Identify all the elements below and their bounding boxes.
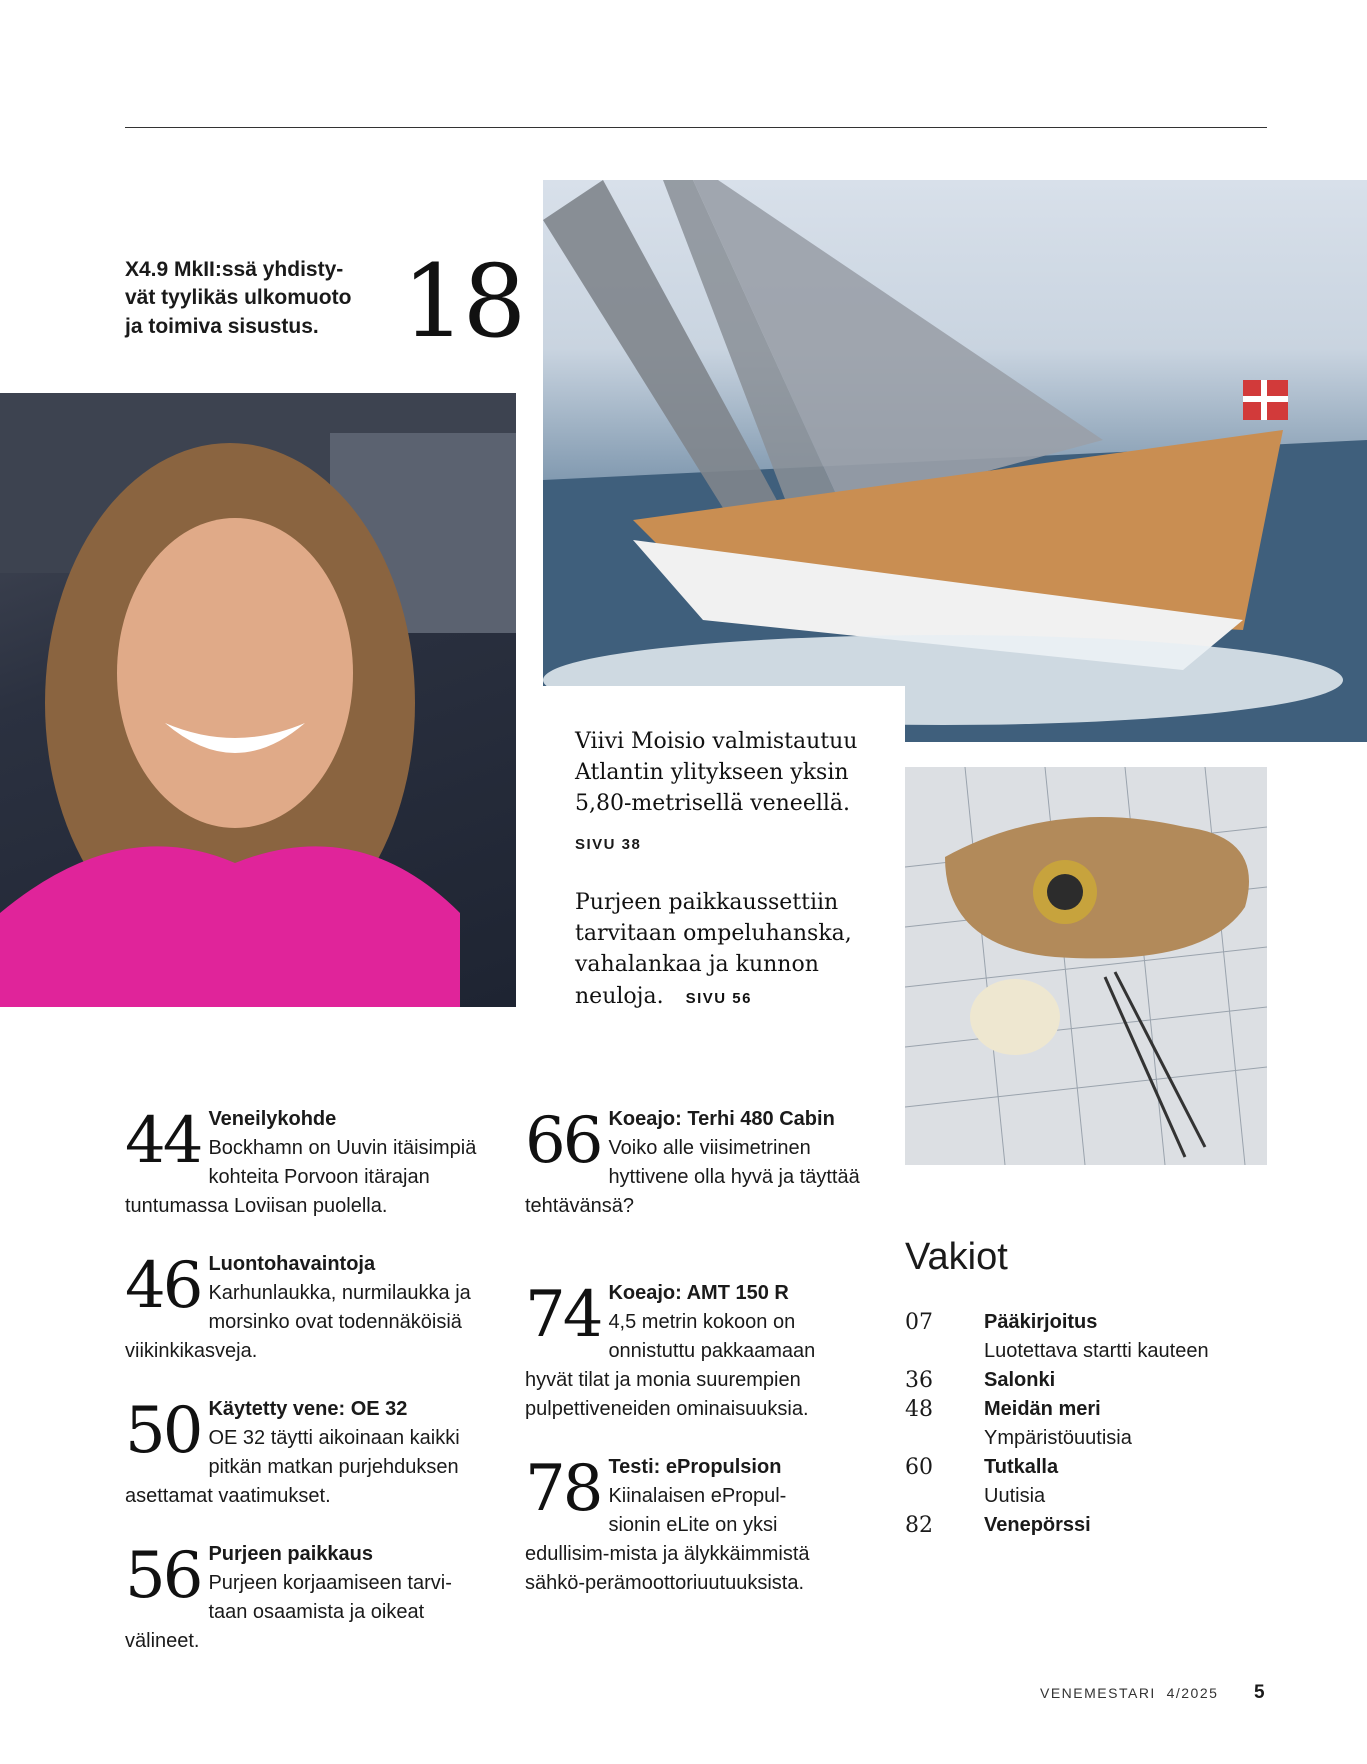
vakiot-page-number: 82: [905, 1513, 933, 1538]
caption-purje: [575, 887, 885, 1012]
vakiot-item[interactable]: [905, 1308, 1267, 1366]
vakiot-label: Venepörssi: [984, 1514, 1091, 1536]
article-heading: Koeajo: AMT 150 R: [608, 1282, 789, 1304]
vakiot-page-number: 60: [905, 1455, 933, 1480]
vakiot-item[interactable]: [905, 1395, 1267, 1453]
article-heading: Purjeen paikkaus: [208, 1543, 373, 1565]
feature-page-number: 18: [402, 243, 524, 360]
portrait-photo: [0, 393, 516, 1007]
caption-purje-text: Purjeen paikkaussettiin tarvitaan ompeluhanska, vahalankaa ja kunnon neuloja.: [575, 890, 852, 1009]
vakiot-item[interactable]: [905, 1511, 1267, 1540]
article-page-number: 78: [525, 1452, 601, 1526]
article-summary: Kiinalaisen ePropul-sionin eLite on yksi edullisim-mista ja älykkäimmistä sähkö-perämoottoriuutuuksista.: [525, 1485, 810, 1594]
feature-teaser: X4.9 MkII:ssä yhdisty- vät tyylikäs ulkomuoto ja toimiva sisustus.: [125, 258, 352, 338]
vakiot-subtitle: Ympäristöuutisia: [984, 1427, 1132, 1449]
article-page-number: 44: [125, 1104, 201, 1178]
article-item[interactable]: [125, 1250, 485, 1366]
caption-viivi-page: SIVU 38: [575, 836, 642, 853]
article-summary: Voiko alle viisimetrinen hyttivene olla hyvä ja täyttää tehtävänsä?: [525, 1137, 860, 1217]
article-heading: Veneilykohde: [208, 1108, 337, 1130]
sewing-kit-photo: [905, 767, 1267, 1165]
article-summary: Purjeen korjaamiseen tarvi-taan osaamista ja oikeat välineet.: [125, 1572, 452, 1652]
vakiot-label: Salonki: [984, 1369, 1056, 1391]
vakiot-page-number: 48: [905, 1397, 933, 1422]
vakiot-title: Vakiot: [905, 1236, 1008, 1278]
article-heading: Testi: ePropulsion: [608, 1456, 782, 1478]
article-item[interactable]: [125, 1105, 485, 1221]
vakiot-label: Pääkirjoitus: [984, 1311, 1098, 1333]
vakiot-label: Meidän meri: [984, 1398, 1101, 1420]
article-item[interactable]: [525, 1279, 865, 1424]
article-summary: Karhunlaukka, nurmilaukka ja morsinko ovat todennäköisiä viikinkikasveja.: [125, 1282, 471, 1362]
footer-page-number: 5: [1254, 1682, 1265, 1703]
article-heading: Käytetty vene: OE 32: [208, 1398, 408, 1420]
caption-viivi: Viivi Moisio valmistautuu Atlantin ylitykseen yksin 5,80-metrisellä veneellä.: [575, 729, 858, 817]
vakiot-page-number: 07: [905, 1310, 933, 1335]
footer-magazine-issue: VENEMESTARI 4/2025: [1040, 1685, 1219, 1701]
article-heading: Koeajo: Terhi 480 Cabin: [608, 1108, 835, 1130]
vakiot-item[interactable]: [905, 1453, 1267, 1511]
article-item[interactable]: [525, 1105, 865, 1221]
article-page-number: 56: [125, 1539, 201, 1613]
article-summary: OE 32 täytti aikoinaan kaikki pitkän matkan purjehduksen asettamat vaatimukset.: [125, 1427, 460, 1507]
vakiot-subtitle: Luotettava startti kauteen: [984, 1340, 1209, 1362]
vakiot-page-number: 36: [905, 1368, 933, 1393]
article-page-number: 50: [125, 1394, 201, 1468]
article-item[interactable]: [125, 1395, 485, 1511]
top-rule: [125, 127, 1267, 128]
caption-purje-page: SIVU 56: [685, 989, 752, 1007]
article-page-number: 66: [525, 1104, 601, 1178]
article-item[interactable]: [125, 1540, 485, 1656]
article-page-number: 74: [525, 1278, 601, 1352]
vakiot-subtitle: Uutisia: [984, 1485, 1046, 1507]
article-summary: 4,5 metrin kokoon on onnistuttu pakkaamaan hyvät tilat ja monia suurempien pulpettiveneiden ominaisuuksia.: [525, 1311, 816, 1420]
article-summary: Bockhamn on Uuvin itäisimpiä kohteita Porvoon itärajan tuntumassa Loviisan puolella.: [125, 1137, 477, 1217]
article-item[interactable]: [525, 1453, 825, 1598]
article-heading: Luontohavaintoja: [208, 1253, 376, 1275]
vakiot-item[interactable]: [905, 1366, 1267, 1395]
article-page-number: 46: [125, 1249, 201, 1323]
sailboat-photo: [543, 180, 1367, 742]
vakiot-label: Tutkalla: [984, 1456, 1059, 1478]
